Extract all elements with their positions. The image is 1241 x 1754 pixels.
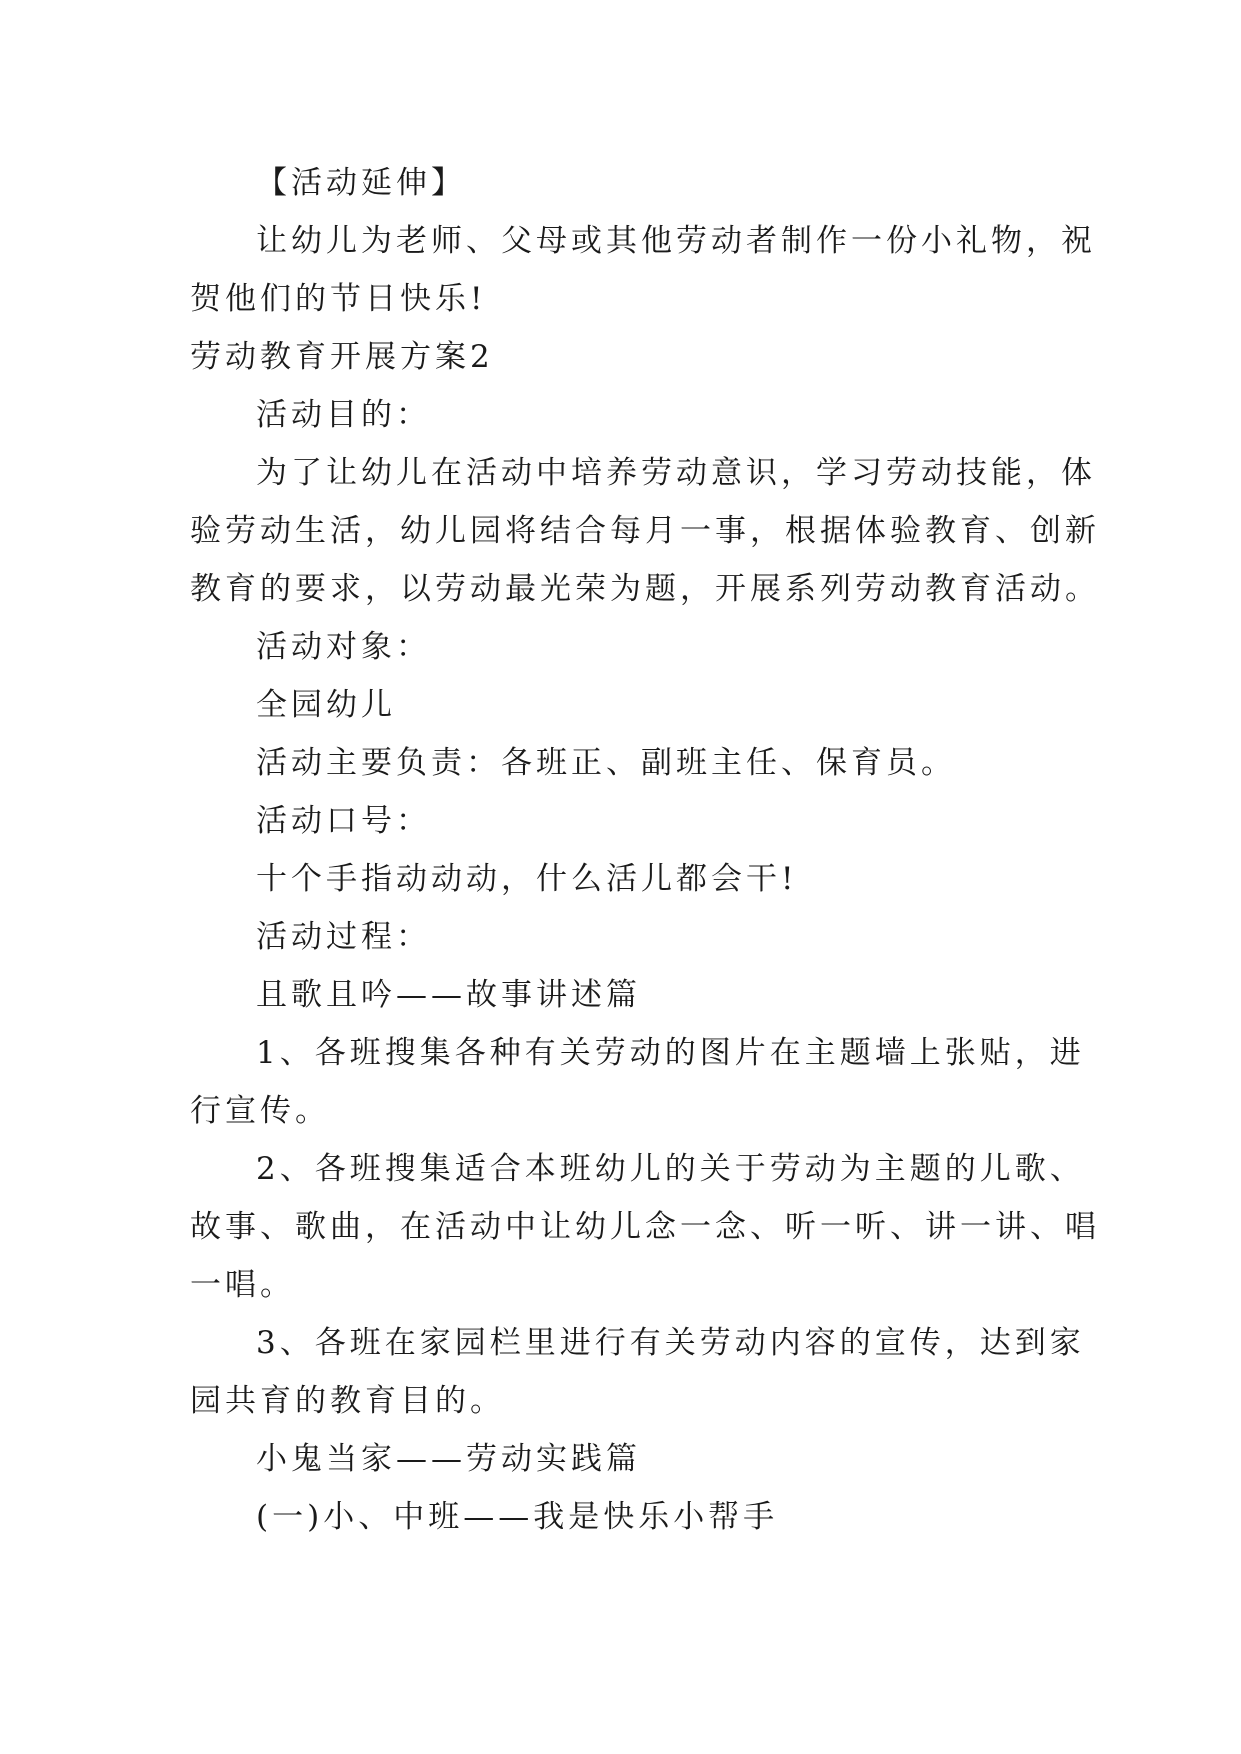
paragraph-line: 2、各班搜集适合本班幼儿的关于劳动为主题的儿歌、 xyxy=(256,1151,1085,1187)
section-heading-slogan: 活动口号： xyxy=(256,803,431,839)
section-heading-goal: 活动目的： xyxy=(256,397,431,433)
paragraph-line: 1、各班搜集各种有关劳动的图片在主题墙上张贴，进 xyxy=(256,1035,1085,1071)
paragraph-line: 园共育的教育目的。 xyxy=(190,1383,505,1419)
paragraph-line: 为了让幼儿在活动中培养劳动意识，学习劳动技能，体 xyxy=(256,455,1096,491)
paragraph-line: 十个手指动动动，什么活儿都会干! xyxy=(256,861,798,897)
paragraph-line: 行宣传。 xyxy=(190,1093,330,1129)
document-title: 劳动教育开展方案2 xyxy=(190,339,494,375)
section-heading-target: 活动对象： xyxy=(256,629,431,665)
paragraph-line: 活动主要负责：各班正、副班主任、保育员。 xyxy=(256,745,956,781)
paragraph-line: 故事、歌曲，在活动中让幼儿念一念、听一听、讲一讲、唱 xyxy=(190,1209,1100,1245)
paragraph-line: 3、各班在家园栏里进行有关劳动内容的宣传，达到家 xyxy=(256,1325,1085,1361)
paragraph-line: 教育的要求，以劳动最光荣为题，开展系列劳动教育活动。 xyxy=(190,571,1100,607)
section-heading-process: 活动过程： xyxy=(256,919,431,955)
paragraph-line: 贺他们的节日快乐! xyxy=(190,281,487,317)
subsection-heading: 小鬼当家——劳动实践篇 xyxy=(256,1441,641,1477)
paragraph-line: 一唱。 xyxy=(190,1267,295,1303)
section-heading-extension: 【活动延伸】 xyxy=(256,165,466,201)
paragraph-line: 验劳动生活，幼儿园将结合每月一事，根据体验教育、创新 xyxy=(190,513,1100,549)
paragraph-line: 让幼儿为老师、父母或其他劳动者制作一份小礼物，祝 xyxy=(256,223,1096,259)
subsection-heading: 且歌且吟——故事讲述篇 xyxy=(256,977,641,1013)
paragraph-line: 全园幼儿 xyxy=(256,687,396,723)
subsection-heading: (一)小、中班——我是快乐小帮手 xyxy=(256,1499,779,1535)
